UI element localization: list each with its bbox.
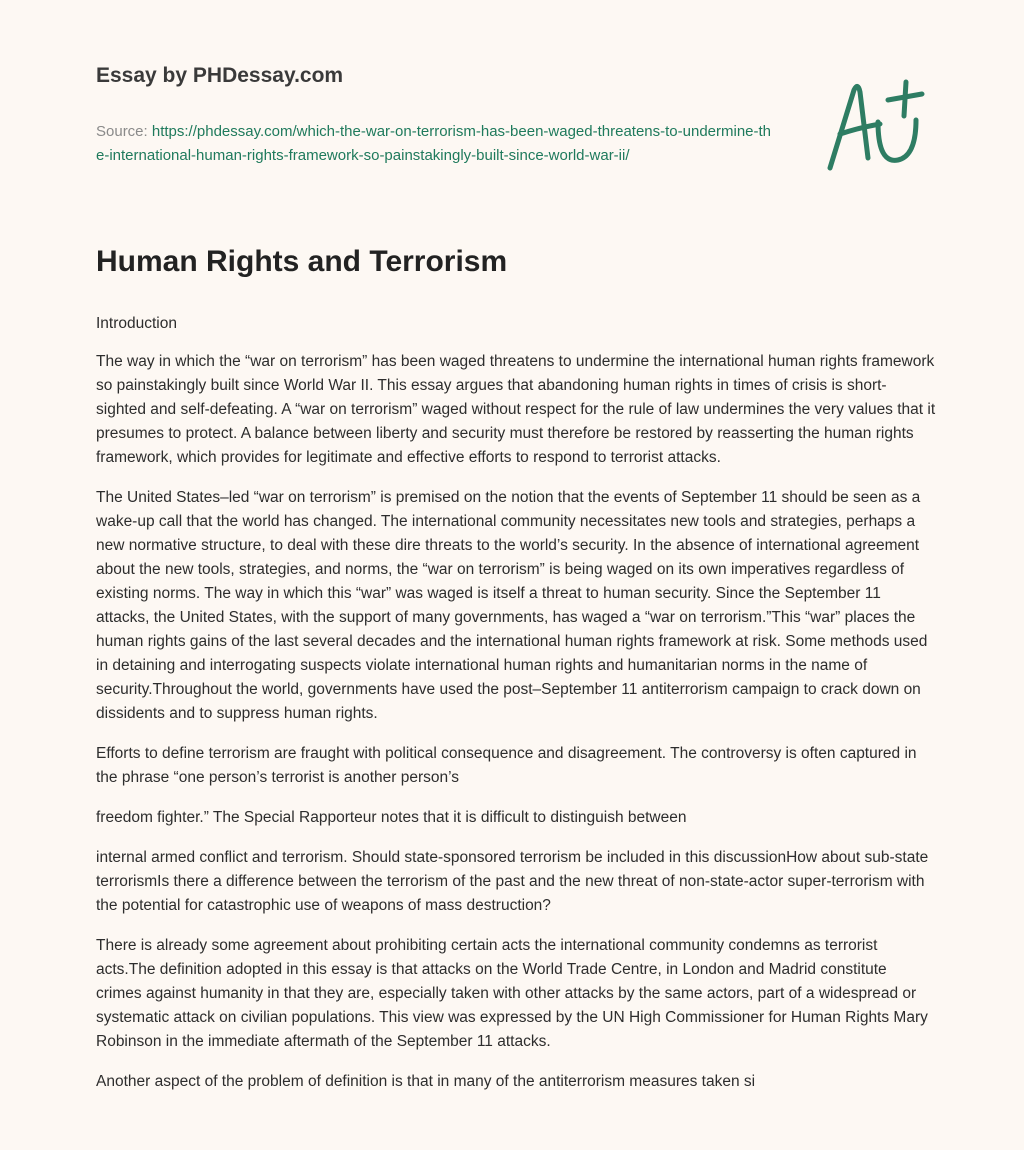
essay-paragraph: Introduction [96,315,177,332]
essay-paragraph: internal armed conflict and terrorism. Should state-sponsored terrorism be included in this discussionHow about sub-state terrorismIs there a difference between the terrorism of the past and the new threat of non-state-actor super-terrorism with the potential for catastrophic use of weapons of mass destruction? [96,849,929,914]
essay-content [96,242,936,1110]
a-plus-logo-icon [818,76,930,176]
essay-paragraph: Efforts to define terrorism are fraught with political consequence and disagreement. The controversy is often captured in the phrase “one person’s terrorist is another person’s [96,745,917,786]
essay-paragraph: There is already some agreement about prohibiting certain acts the international community condemns as terrorist acts.The definition adopted in this essay is that attacks on the World Trade Centre, in London and Madrid constitute crimes against humanity in that they are, especially taken with other attacks by the same actors, part of a widespread or systematic attack on civilian populations. This view was expressed by the UN High Commissioner for Human Rights Mary Robinson in the immediate aftermath of the September 11 attacks. [96,937,928,1050]
essay-paragraph: freedom fighter.” The Special Rapporteur notes that it is difficult to distinguish between [96,809,687,826]
source-link[interactable]: https://phdessay.com/which-the-war-on-terrorism-has-been-waged-threatens-to-undermine-the-international-human-rights-framework-so-painstakingly-built-since-world-war-ii/ [96,123,772,164]
source-label: Source: [96,123,152,140]
site-title: Essay by PHDessay.com [96,64,344,87]
essay-paragraph: The United States–led “war on terrorism” is premised on the notion that the events of September 11 should be seen as a wake-up call that the world has changed. The international community necessitates new tools and strategies, perhaps a new normative structure, to deal with these dire threats to the world’s security. In the absence of international agreement about the new tools, strategies, and norms, the “war on terrorism” is being waged on its own imperatives regardless of existing norms. The way in which this “war” was waged is itself a threat to human security. Since the September 11 attacks, the United States, with the support of many governments, has waged a “war on terrorism.”This “war” places the human rights gains of the last several decades and the international human rights framework at risk. Some methods used in detaining and interrogating suspects violate international human rights and humanitarian norms in the name of security.Throughout the world, governments have used the post–September 11 antiterrorism campaign to crack down on dissidents and to suppress human rights. [96,489,928,722]
essay-paragraph: Another aspect of the problem of definition is that in many of the antiterrorism measures taken si [96,1073,756,1090]
source-line [96,120,776,168]
essay-paragraph: The way in which the “war on terrorism” has been waged threatens to undermine the international human rights framework so painstakingly built since World War II. This essay argues that abandoning human rights in times of crisis is short-sighted and self-defeating. A “war on terrorism” waged without respect for the rule of law undermines the very values that it presumes to protect. A balance between liberty and security must therefore be restored by reasserting the human rights framework, which provides for legitimate and effective efforts to respond to terrorist attacks. [96,353,936,466]
page-header [96,62,776,168]
essay-title: Human Rights and Terrorism [96,245,508,278]
